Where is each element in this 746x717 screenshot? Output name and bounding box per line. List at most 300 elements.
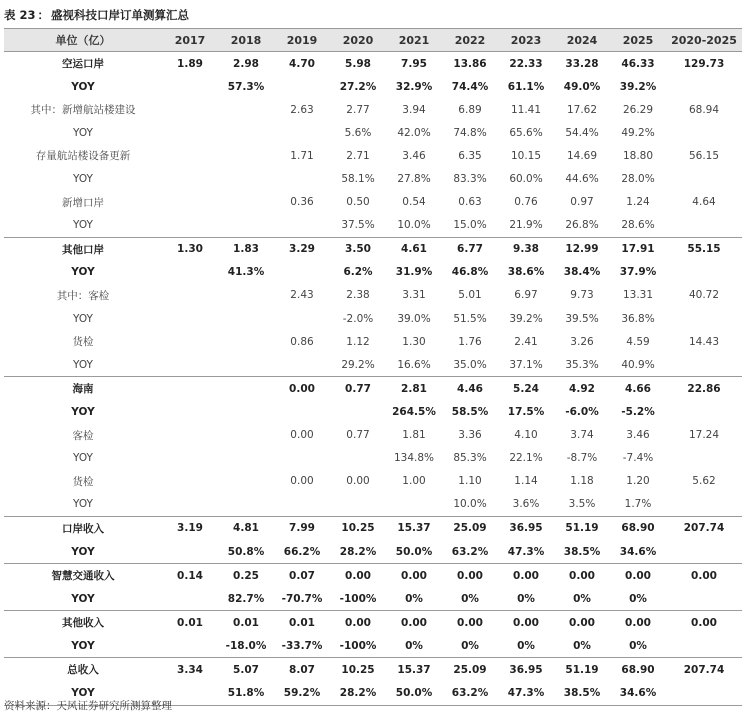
table-cell: 38.5% bbox=[554, 682, 610, 706]
row-label: YOY bbox=[71, 405, 95, 418]
table-cell: 82.7% bbox=[227, 592, 265, 605]
table-cell bbox=[666, 75, 742, 98]
table-cell bbox=[218, 353, 274, 377]
table-row bbox=[4, 400, 742, 423]
table-cell: 2.71 bbox=[346, 149, 370, 162]
table-cell bbox=[666, 634, 742, 658]
table-row bbox=[4, 587, 742, 611]
row-label: YOY bbox=[4, 682, 162, 706]
table-cell: 10.25 bbox=[330, 658, 386, 682]
table-cell bbox=[162, 540, 218, 564]
table-cell bbox=[218, 493, 274, 517]
table-cell: 51.19 bbox=[554, 516, 610, 540]
table-cell: 57.3% bbox=[227, 80, 265, 93]
table-cell: 50.0% bbox=[386, 682, 442, 706]
header-2023: 2023 bbox=[498, 29, 554, 52]
table-cell: 3.26 bbox=[570, 335, 594, 348]
table-cell: -100% bbox=[339, 592, 377, 605]
table-cell: 10.0% bbox=[397, 219, 431, 232]
table-cell: 54.4% bbox=[565, 126, 599, 139]
table-cell: 4.64 bbox=[692, 196, 716, 209]
header-2022: 2022 bbox=[442, 29, 498, 52]
table-cell bbox=[162, 98, 218, 121]
table-row bbox=[4, 52, 742, 76]
table-cell bbox=[274, 167, 330, 190]
table-cell: 58.5% bbox=[451, 405, 489, 418]
table-cell: 3.6% bbox=[512, 498, 540, 511]
table-cell: 3.36 bbox=[458, 429, 482, 442]
table-cell: 21.9% bbox=[509, 219, 543, 232]
table-cell: 10.0% bbox=[453, 498, 487, 511]
table-cell: 10.15 bbox=[510, 149, 542, 162]
table-cell: 0.01 bbox=[274, 611, 330, 635]
table-cell: 207.74 bbox=[666, 658, 742, 682]
table-cell: 0.01 bbox=[162, 611, 218, 635]
table-cell: 25.09 bbox=[442, 516, 498, 540]
row-label: 其他口岸 bbox=[4, 237, 162, 261]
header-2024: 2024 bbox=[554, 29, 610, 52]
table-row bbox=[4, 261, 742, 284]
table-cell: 5.6% bbox=[344, 126, 372, 139]
table-cell: 5.62 bbox=[692, 475, 716, 488]
table-cell: 5.98 bbox=[330, 52, 386, 76]
table-cell: 59.2% bbox=[274, 682, 330, 706]
table-cell: 50.8% bbox=[227, 545, 265, 558]
table-cell: 0.00 bbox=[330, 611, 386, 635]
table-cell bbox=[330, 400, 386, 423]
table-cell bbox=[162, 330, 218, 353]
table-cell: 50.0% bbox=[395, 545, 433, 558]
source-note: 资料来源：天风证券研究所测算整理 bbox=[4, 700, 172, 712]
table-cell bbox=[218, 191, 274, 214]
table-row bbox=[4, 75, 742, 98]
table-cell: 33.28 bbox=[554, 52, 610, 76]
table-cell: 0.00 bbox=[442, 564, 498, 588]
table-cell: 1.18 bbox=[570, 475, 594, 488]
table-cell: 40.9% bbox=[621, 358, 655, 371]
table-cell: 0.00 bbox=[498, 564, 554, 588]
table-cell: 0.00 bbox=[610, 564, 666, 588]
table-cell bbox=[274, 307, 330, 330]
table-cell: -70.7% bbox=[281, 592, 323, 605]
table-cell: 0.00 bbox=[386, 564, 442, 588]
table-cell: 0.00 bbox=[442, 611, 498, 635]
table-cell bbox=[666, 261, 742, 284]
table-cell: 2.63 bbox=[290, 103, 314, 116]
table-cell: 34.6% bbox=[610, 682, 666, 706]
table-cell bbox=[162, 400, 218, 423]
table-cell: 1.81 bbox=[402, 429, 426, 442]
table-cell bbox=[162, 307, 218, 330]
table-cell: -100% bbox=[339, 639, 377, 652]
table-row bbox=[4, 424, 742, 447]
table-cell bbox=[666, 540, 742, 564]
table-cell: 3.46 bbox=[402, 149, 426, 162]
table-cell: 22.86 bbox=[666, 377, 742, 401]
table-cell: 35.3% bbox=[565, 358, 599, 371]
table-cell: 28.2% bbox=[339, 545, 377, 558]
table-cell: 74.4% bbox=[451, 80, 489, 93]
table-cell: -8.7% bbox=[566, 452, 598, 465]
table-cell: 13.86 bbox=[442, 52, 498, 76]
table-cell: 39.0% bbox=[397, 312, 431, 325]
row-label: YOY bbox=[71, 266, 95, 279]
table-cell: 129.73 bbox=[666, 52, 742, 76]
table-cell: 3.31 bbox=[402, 289, 426, 302]
table-cell: 6.35 bbox=[458, 149, 482, 162]
table-cell: 0.00 bbox=[274, 377, 330, 401]
table-cell: 0.01 bbox=[218, 611, 274, 635]
table-cell: 39.5% bbox=[565, 312, 599, 325]
table-cell: 1.30 bbox=[162, 237, 218, 261]
table-cell: 0.25 bbox=[218, 564, 274, 588]
table-cell: 41.3% bbox=[227, 266, 265, 279]
table-cell: 31.9% bbox=[395, 266, 433, 279]
table-cell: 3.29 bbox=[274, 237, 330, 261]
header-2019: 2019 bbox=[274, 29, 330, 52]
table-cell: 6.97 bbox=[514, 289, 538, 302]
table-cell: 14.43 bbox=[688, 335, 720, 348]
table-cell: 1.14 bbox=[514, 475, 538, 488]
table-row bbox=[4, 98, 742, 121]
table-cell bbox=[274, 447, 330, 470]
table-cell: 8.07 bbox=[274, 658, 330, 682]
table-cell: 4.92 bbox=[554, 377, 610, 401]
table-cell bbox=[274, 493, 330, 517]
table-cell: 0% bbox=[573, 592, 591, 605]
table-cell bbox=[218, 447, 274, 470]
table-cell: 4.61 bbox=[386, 237, 442, 261]
table-row bbox=[4, 658, 742, 682]
table-cell bbox=[162, 167, 218, 190]
table-cell: 7.99 bbox=[274, 516, 330, 540]
table-cell: 58.1% bbox=[341, 173, 375, 186]
table-cell: 51.19 bbox=[554, 658, 610, 682]
table-cell: -7.4% bbox=[622, 452, 654, 465]
row-label: 其中：客检 bbox=[56, 289, 110, 302]
table-cell: 0.63 bbox=[458, 196, 482, 209]
table-cell: 49.0% bbox=[563, 80, 601, 93]
table-cell: 36.8% bbox=[621, 312, 655, 325]
header-row bbox=[4, 29, 742, 52]
table-cell: 2.38 bbox=[346, 289, 370, 302]
table-cell: 0.00 bbox=[554, 564, 610, 588]
row-label: 其他收入 bbox=[4, 611, 162, 635]
row-label: 新增口岸 bbox=[62, 196, 104, 209]
table-cell: 2.81 bbox=[386, 377, 442, 401]
table-cell: 5.01 bbox=[458, 289, 482, 302]
table-cell: 83.3% bbox=[453, 173, 487, 186]
table-cell bbox=[666, 682, 742, 706]
table-cell: 9.73 bbox=[570, 289, 594, 302]
table-cell: 0% bbox=[629, 592, 647, 605]
table-cell bbox=[666, 400, 742, 423]
table-cell: 4.70 bbox=[274, 52, 330, 76]
row-label: 货检 bbox=[72, 475, 94, 488]
table-cell: 22.1% bbox=[509, 452, 543, 465]
table-cell bbox=[162, 261, 218, 284]
table-cell: 0% bbox=[461, 592, 479, 605]
table-cell: 14.69 bbox=[566, 149, 598, 162]
table-cell: 65.6% bbox=[509, 126, 543, 139]
table-cell: 40.72 bbox=[688, 289, 720, 302]
table-number: 表 23 bbox=[4, 8, 36, 22]
table-cell: 0% bbox=[573, 639, 591, 652]
table-cell bbox=[218, 167, 274, 190]
table-cell: 68.90 bbox=[610, 658, 666, 682]
table-cell: 1.20 bbox=[626, 475, 650, 488]
table-cell bbox=[274, 75, 330, 98]
table-cell bbox=[274, 353, 330, 377]
table-cell: 0.77 bbox=[346, 429, 370, 442]
header-2020: 2020 bbox=[330, 29, 386, 52]
table-cell bbox=[666, 214, 742, 238]
table-cell bbox=[274, 400, 330, 423]
table-cell: 2.43 bbox=[290, 289, 314, 302]
header-2025: 2025 bbox=[610, 29, 666, 52]
table-cell: 27.8% bbox=[397, 173, 431, 186]
table-cell: 68.94 bbox=[688, 103, 720, 116]
header-unit: 单位（亿） bbox=[4, 29, 162, 52]
table-row bbox=[4, 330, 742, 353]
table-cell: 0.00 bbox=[666, 564, 742, 588]
table-cell: 13.31 bbox=[622, 289, 654, 302]
table-cell: 1.7% bbox=[624, 498, 652, 511]
table-row bbox=[4, 144, 742, 167]
row-label: YOY bbox=[71, 592, 95, 605]
table-cell: 0.00 bbox=[386, 611, 442, 635]
table-cell: 28.2% bbox=[330, 682, 386, 706]
table-cell bbox=[162, 634, 218, 658]
table-cell: 1.12 bbox=[346, 335, 370, 348]
table-cell bbox=[274, 121, 330, 144]
row-label: 总收入 bbox=[4, 658, 162, 682]
table-cell: 51.5% bbox=[453, 312, 487, 325]
table-cell: 68.90 bbox=[610, 516, 666, 540]
table-cell: 0.00 bbox=[554, 611, 610, 635]
table-cell: 6.89 bbox=[458, 103, 482, 116]
table-cell: 4.59 bbox=[626, 335, 650, 348]
table-cell bbox=[162, 191, 218, 214]
table-cell: -2.0% bbox=[342, 312, 374, 325]
table-row bbox=[4, 237, 742, 261]
table-cell: -5.2% bbox=[621, 405, 655, 418]
table-row bbox=[4, 634, 742, 658]
table-cell: 4.46 bbox=[442, 377, 498, 401]
row-label: 存量航站楼设备更新 bbox=[35, 150, 131, 163]
table-cell: 3.34 bbox=[162, 658, 218, 682]
table-cell: 17.91 bbox=[610, 237, 666, 261]
table-cell bbox=[666, 307, 742, 330]
table-cell bbox=[162, 214, 218, 238]
table-cell: 27.2% bbox=[339, 80, 377, 93]
header-2018: 2018 bbox=[218, 29, 274, 52]
table-cell: 0.97 bbox=[570, 196, 594, 209]
table-cell: 28.0% bbox=[621, 173, 655, 186]
table-cell: 38.4% bbox=[563, 266, 601, 279]
table-cell: 2.77 bbox=[346, 103, 370, 116]
table-cell: 1.30 bbox=[402, 335, 426, 348]
table-cell: 2.98 bbox=[218, 52, 274, 76]
row-label: YOY bbox=[73, 173, 93, 186]
table-cell: 0% bbox=[517, 592, 535, 605]
table-cell: 0% bbox=[629, 639, 647, 652]
table-cell bbox=[666, 121, 742, 144]
table-cell: 0.00 bbox=[666, 611, 742, 635]
table-cell: 0% bbox=[405, 592, 423, 605]
table-cell: 28.6% bbox=[621, 219, 655, 232]
table-cell: 3.19 bbox=[162, 516, 218, 540]
table-body bbox=[4, 52, 742, 706]
table-cell bbox=[666, 493, 742, 517]
table-cell: 34.6% bbox=[619, 545, 657, 558]
table-cell: 0.36 bbox=[290, 196, 314, 209]
table-cell: 15.37 bbox=[386, 516, 442, 540]
table-row bbox=[4, 377, 742, 401]
table-cell: 0.14 bbox=[162, 564, 218, 588]
table-cell: 46.33 bbox=[610, 52, 666, 76]
table-cell: 0.50 bbox=[346, 196, 370, 209]
title-colon: ： bbox=[37, 8, 50, 22]
table-cell bbox=[162, 284, 218, 307]
table-cell: 264.5% bbox=[392, 405, 436, 418]
table-row bbox=[4, 121, 742, 144]
table-cell: 32.9% bbox=[395, 80, 433, 93]
table-row bbox=[4, 540, 742, 564]
table-cell: 47.3% bbox=[507, 545, 545, 558]
row-label: 客检 bbox=[72, 429, 94, 442]
table-row bbox=[4, 167, 742, 190]
table-cell: 1.10 bbox=[458, 475, 482, 488]
table-cell: 6.2% bbox=[343, 266, 373, 279]
row-label: YOY bbox=[73, 452, 93, 465]
table-cell: 29.2% bbox=[341, 358, 375, 371]
table-cell: 17.62 bbox=[566, 103, 598, 116]
table-cell bbox=[162, 493, 218, 517]
table-cell: 0.54 bbox=[402, 196, 426, 209]
table-cell bbox=[218, 307, 274, 330]
table-cell bbox=[218, 121, 274, 144]
table-cell: 0% bbox=[461, 639, 479, 652]
table-cell: 11.41 bbox=[510, 103, 542, 116]
table-cell: 26.29 bbox=[622, 103, 654, 116]
row-label: YOY bbox=[71, 80, 95, 93]
table-cell: 63.2% bbox=[442, 682, 498, 706]
table-cell bbox=[162, 377, 218, 401]
table-row bbox=[4, 214, 742, 238]
row-label: YOY bbox=[71, 545, 95, 558]
table-cell: 5.24 bbox=[498, 377, 554, 401]
table-cell: 3.50 bbox=[330, 237, 386, 261]
table-cell: 1.00 bbox=[402, 475, 426, 488]
table-cell: 0% bbox=[517, 639, 535, 652]
table-cell: 51.8% bbox=[218, 682, 274, 706]
header-2021: 2021 bbox=[386, 29, 442, 52]
table-cell: 0.00 bbox=[290, 475, 314, 488]
row-label: YOY bbox=[73, 312, 93, 325]
table-cell: 3.46 bbox=[626, 429, 650, 442]
table-cell: 1.89 bbox=[162, 52, 218, 76]
table-cell: 61.1% bbox=[507, 80, 545, 93]
table-cell bbox=[162, 587, 218, 611]
table-row bbox=[4, 564, 742, 588]
table-cell: 36.95 bbox=[498, 516, 554, 540]
table-cell bbox=[218, 470, 274, 493]
table-row bbox=[4, 191, 742, 214]
table-cell: 4.10 bbox=[514, 429, 538, 442]
table-cell: 0.77 bbox=[330, 377, 386, 401]
table-cell: 0.00 bbox=[330, 564, 386, 588]
table-row bbox=[4, 447, 742, 470]
table-cell: 0.00 bbox=[610, 611, 666, 635]
table-cell: 1.71 bbox=[290, 149, 314, 162]
table-cell: 39.2% bbox=[619, 80, 657, 93]
table-cell: 1.24 bbox=[626, 196, 650, 209]
table-cell: 4.66 bbox=[610, 377, 666, 401]
row-label: YOY bbox=[73, 126, 93, 139]
table-cell: 4.81 bbox=[218, 516, 274, 540]
row-label: 口岸收入 bbox=[4, 516, 162, 540]
table-cell bbox=[162, 121, 218, 144]
row-label: YOY bbox=[73, 498, 93, 511]
row-label: YOY bbox=[71, 639, 95, 652]
table-cell: 16.6% bbox=[397, 358, 431, 371]
table-cell bbox=[218, 144, 274, 167]
table-cell: 63.2% bbox=[451, 545, 489, 558]
table-row bbox=[4, 516, 742, 540]
table-cell bbox=[162, 447, 218, 470]
table-cell: 9.38 bbox=[498, 237, 554, 261]
table-cell: 3.94 bbox=[402, 103, 426, 116]
table-cell bbox=[218, 98, 274, 121]
table-cell bbox=[666, 353, 742, 377]
table-cell bbox=[218, 400, 274, 423]
table-cell bbox=[218, 377, 274, 401]
row-label: YOY bbox=[73, 219, 93, 232]
table-cell bbox=[274, 261, 330, 284]
table-cell: 60.0% bbox=[509, 173, 543, 186]
row-label: 其中：新增航站楼建设 bbox=[30, 104, 136, 117]
table-cell bbox=[162, 75, 218, 98]
table-cell: 2.41 bbox=[514, 335, 538, 348]
header-2020-2025: 2020-2025 bbox=[666, 29, 742, 52]
table-row bbox=[4, 611, 742, 635]
table-cell bbox=[330, 493, 386, 517]
table-cell: 10.25 bbox=[330, 516, 386, 540]
table-cell: 42.0% bbox=[397, 126, 431, 139]
table-row bbox=[4, 284, 742, 307]
table-cell: 0.00 bbox=[290, 429, 314, 442]
table-cell: 3.74 bbox=[570, 429, 594, 442]
table-cell bbox=[218, 424, 274, 447]
table-cell: 134.8% bbox=[393, 452, 435, 465]
table-row bbox=[4, 493, 742, 517]
table-cell: 38.6% bbox=[507, 266, 545, 279]
table-cell: 6.77 bbox=[442, 237, 498, 261]
table-cell: 22.33 bbox=[498, 52, 554, 76]
row-label: YOY bbox=[73, 358, 93, 371]
table-cell: 17.24 bbox=[688, 429, 720, 442]
table-cell: 0.00 bbox=[498, 611, 554, 635]
table-cell bbox=[666, 587, 742, 611]
table-cell bbox=[218, 330, 274, 353]
table-cell: 207.74 bbox=[666, 516, 742, 540]
row-label: 空运口岸 bbox=[4, 52, 162, 76]
table-cell bbox=[218, 214, 274, 238]
table-cell: 85.3% bbox=[453, 452, 487, 465]
table-cell bbox=[162, 144, 218, 167]
table-cell: 36.95 bbox=[498, 658, 554, 682]
